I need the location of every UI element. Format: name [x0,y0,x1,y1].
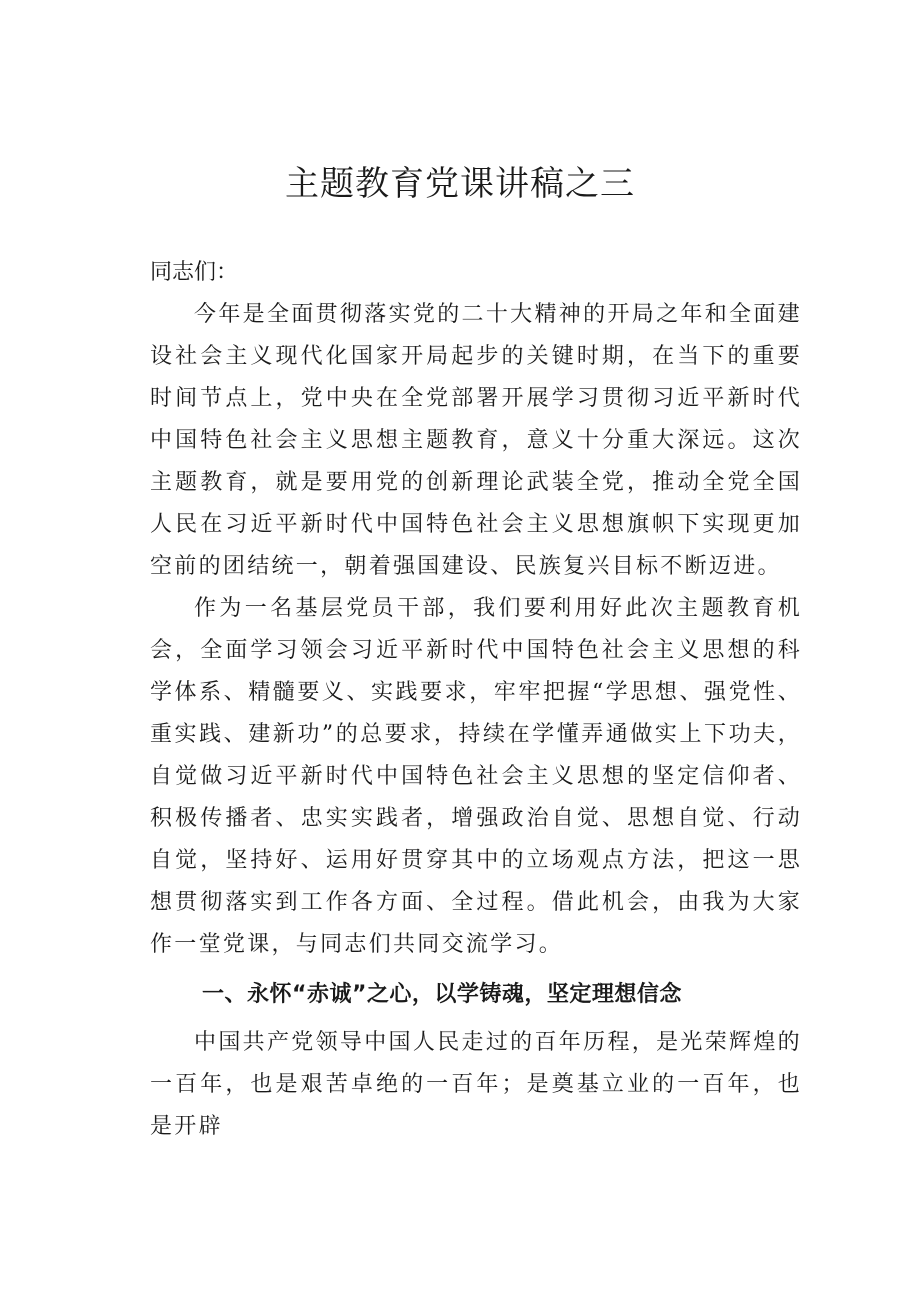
document-body [150,252,802,1148]
paragraph-intro: 今年是全面贯彻落实党的二十大精神的开局之年和全面建设社会主义现代化国家开局起步的关键时期，在当下的重要时间节点上，党中央在全党部署开展学习贯彻习近平新时代中国特色社会主义思想主题教育，意义十分重大深远。这次主题教育，就是要用党的创新理论武装全党，推动全党全国人民在习近平新时代中国特色社会主义思想旗帜下实现更加空前的团结统一，朝着强国建设、民族复兴目标不断迈进。 [150,302,802,579]
salutation: 同志们： [150,260,239,285]
section-heading: 一、永怀“赤诚”之心，以学铸魂，坚定理想信念 [202,982,682,1007]
paragraph-role: 作为一名基层党员干部，我们要利用好此次主题教育机会，全面学习领会习近平新时代中国特色社会主义思想的科学体系、精髓要义、实践要求，牢牢把握“学思想、强党性、重实践、建新功”的总要求，持续在学懂弄通做实上下功夫，自觉做习近平新时代中国特色社会主义思想的坚定信仰者、积极传播者、忠实实践者，增强政治自觉、思想自觉、行动自觉，坚持好、运用好贯穿其中的立场观点方法，把这一思想贯彻落实到工作各方面、全过程。借此机会，由我为大家作一堂党课，与同志们共同交流学习。 [150,596,802,957]
document-title: 主题教育党课讲稿之三 [285,164,635,204]
section-paragraph: 中国共产党领导中国人民走过的百年历程，是光荣辉煌的一百年，也是艰苦卓绝的一百年；是奠基立业的一百年，也是开辟 [150,1030,802,1139]
